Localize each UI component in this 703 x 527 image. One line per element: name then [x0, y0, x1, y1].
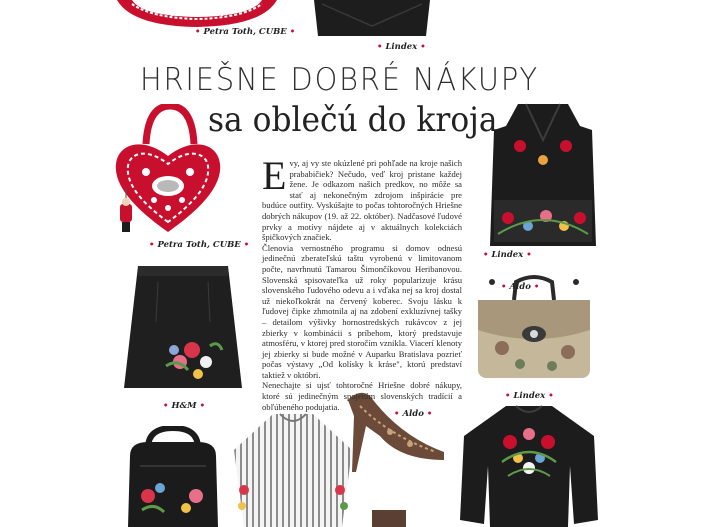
red-heart-bag-image: [108, 104, 228, 244]
caption-text: Lindex: [491, 250, 524, 260]
caption-top-left: [192, 27, 298, 37]
bullet-dot: •: [195, 27, 201, 37]
article-paragraph-1: vy, aj vy ste okúzlené pri pohľade na kroje našich prababičiek? Nečudo, veď kroj pristane každej žene. Je odkazom našich predkov, no môže sa stať aj nekonečným zdrojom inšpirácie pre budúce outfity. Vyskúšajte to počas tohtoročných Hriešne dobrých nákupov (19. až 22. október). Nadčasové ľudové prvky a motívy nájdete aj v aktuálnych kolekciách špičkových značiek.: [262, 158, 462, 243]
caption-text: Lindex: [385, 42, 418, 52]
bullet-dot: •: [505, 391, 511, 401]
caption-text: Petra Toth, CUBE: [157, 240, 241, 250]
caption-skirt: [160, 401, 208, 411]
caption-top-right-blouse: [480, 250, 535, 260]
black-clutch-image: [312, 0, 432, 38]
shoe-fragment-image: [372, 508, 406, 527]
article-paragraph-3: Nenechajte si ujsť tohtoročné Hriešne dobré nákupy, ktoré sú jedinečným spojením slovenských tradícií a obľúbeného podujatia.: [262, 380, 462, 412]
red-embroidered-strap-image: [112, 0, 282, 30]
bullet-dot: •: [420, 42, 426, 52]
bullet-dot: •: [426, 409, 433, 419]
black-sleeveless-top-image: [488, 100, 598, 250]
caption-right-bag: [498, 282, 542, 292]
caption-heart-bag: [146, 240, 252, 250]
bullet-dot: •: [377, 42, 383, 52]
bullet-dot: •: [526, 250, 532, 260]
caption-text: Lindex: [513, 391, 546, 401]
headline-main: HRIEŠNE DOBRÉ NÁKUPY: [140, 62, 539, 98]
bullet-dot: •: [289, 27, 296, 37]
caption-bottom-right-blouse: [502, 391, 557, 401]
caption-text: Aldo: [509, 282, 531, 292]
drop-cap: E: [262, 153, 287, 198]
bullet-dot: •: [199, 401, 205, 411]
caption-text: H&M: [171, 401, 197, 411]
bullet-dot: •: [501, 282, 507, 292]
bullet-dot: •: [548, 391, 554, 401]
caption-text: Petra Toth, CUBE: [203, 27, 287, 37]
bullet-dot: •: [149, 240, 155, 250]
article-body: [262, 153, 462, 412]
bullet-dot: •: [163, 401, 169, 411]
bullet-dot: •: [243, 240, 250, 250]
article-paragraph-2: Členovia vernostného programu si domov odnesú jedinečnú zberateľskú taštu vyrobenú v limitovanom počte, navrhnutú Tamarou Šimončíkovou Heribanovou. Slovenská spisovateľka už roky popularizuje krásu slovenského ľudového odevu a i vďaka nej sa kroj dostal už niekoľkokrát na červený koberec. Svoju lásku k ľudovej čipke zhmotnila aj na zdobení exkluzívnej tašky – detailom výšivky hornostredských rukávcov z jej zbierky v kombinácii s príbehom, ktorý predstavuje atmosféru, v ktorej pred storočím vznikla. Viacerí klenoty jej zbierky si bude možné v Auparku Bratislava pozrieť počas výstavy „Od kolísky k kráse", ktorú predstaví taktiež v októbri.: [262, 242, 462, 380]
striped-blouse-image: [228, 410, 358, 527]
bullet-dot: •: [483, 250, 489, 260]
headline-sub: sa oblečú do kroja: [208, 100, 498, 140]
black-backpack-image: [118, 426, 228, 527]
black-leather-skirt-image: [118, 262, 248, 392]
caption-top-center: [374, 42, 429, 52]
bullet-dot: •: [394, 409, 400, 419]
caption-text: Aldo: [402, 409, 424, 419]
black-embroidered-blouse-image: [458, 402, 600, 527]
bullet-dot: •: [533, 282, 540, 292]
